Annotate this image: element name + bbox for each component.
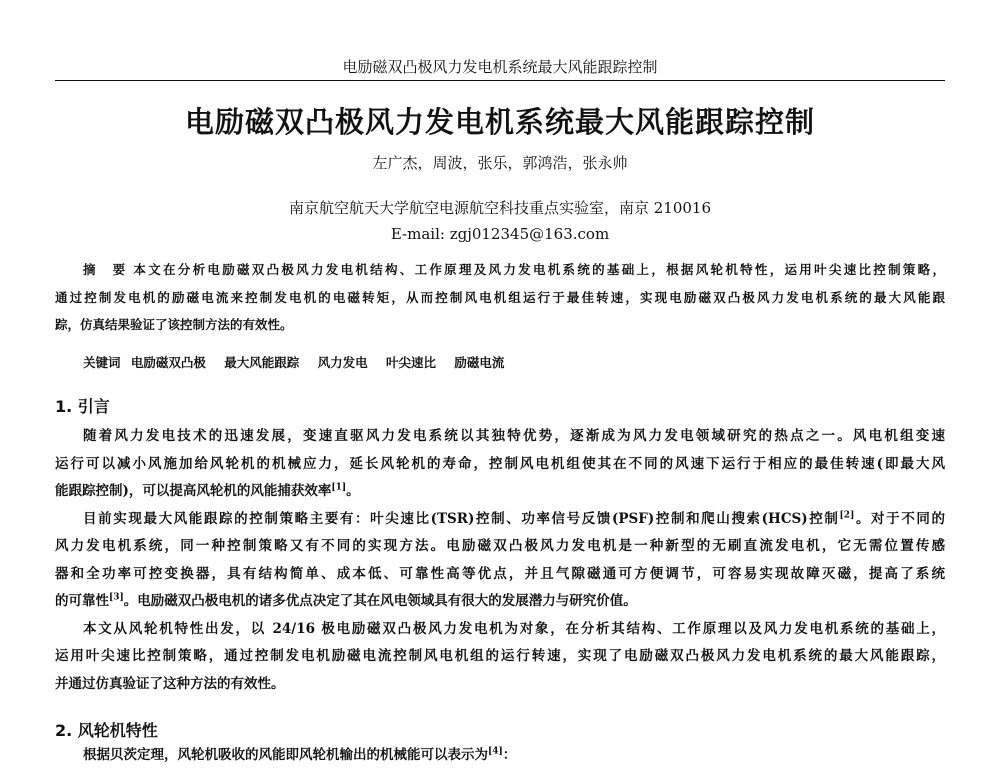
abstract-line: 通过控制发电机的励磁电流来控制发电机的电磁转矩，从而控制风电机组运行于最佳转速，实现电励磁双凸极风力发电机系统的最大风能跟	[55, 289, 945, 305]
paragraph-line: 目前实现最大风能跟踪的控制策略主要有：叶尖速比(TSR)控制、功率信号反馈(PSF)控制和爬山搜索(HCS)控制	[83, 510, 840, 527]
keyword: 最大风能跟踪	[224, 355, 300, 370]
section-heading-wind-turbine: 2. 风轮机特性	[55, 721, 158, 740]
keywords	[55, 349, 945, 377]
paragraph-line: 器和全功率可控变换器，具有结构简单、成本低、可靠性高等优点，并且气隙磁通可方便调节，可容易实现故障灭磁，提高了系统	[55, 565, 945, 582]
citation[interactable]: [3]	[109, 592, 124, 603]
paragraph-line: 本文从风轮机特性出发，以 24/16 极电励磁双凸极风力发电机为对象，在分析其结构、工作原理以及风力发电机系统的基础上，	[83, 620, 945, 637]
header-rule	[55, 80, 945, 81]
affiliation: 南京航空航天大学航空电源航空科技重点实验室，南京 210016	[288, 199, 712, 217]
citation[interactable]: [4]	[488, 746, 503, 757]
introduction-body	[55, 423, 945, 698]
paragraph-line: 运用叶尖速比控制策略，通过控制发电机励磁电流控制风电机组的运行转速，实现了电励磁双凸极风力发电机系统的最大风能跟踪，	[55, 648, 945, 664]
authors: 左广杰，周波，张乐，郭鸿浩，张永帅	[372, 154, 628, 172]
citation[interactable]: [1]	[331, 482, 347, 493]
paragraph-line: 随着风力发电技术的迅速发展，变速直驱风力发电系统以其独特优势，逐渐成为风力发电领域研究的热点之一。风电机组变速	[83, 428, 945, 444]
paragraph-line: 根据贝茨定理，风轮机吸收的风能即风轮机输出的机械能可以表示为	[83, 747, 488, 763]
email: E-mail: zgj012345@163.com	[390, 225, 610, 243]
paragraph-text: 。对于不同的	[854, 510, 945, 527]
keyword: 风力发电	[317, 355, 368, 370]
running-head: 电励磁双凸极风力发电机系统最大风能跟踪控制	[342, 58, 658, 76]
punctuation: ：	[502, 747, 517, 763]
section-heading-introduction: 1. 引言	[55, 397, 110, 416]
paragraph-text: 。电励磁双凸极电机的诸多优点决定了其在风电领域具有很大的发展潜力与研究价值。	[123, 593, 637, 609]
abstract-label: 摘 要	[83, 262, 128, 277]
punctuation: 。	[346, 483, 360, 499]
paragraph-line: 运行可以减小风施加给风轮机的机械应力，延长风轮机的寿命，控制风电机组使其在不同的风速下运行于相应的最佳转速(即最大风	[55, 455, 945, 472]
abstract	[55, 256, 945, 339]
keywords-label: 关键词	[83, 355, 121, 370]
keyword: 电励磁双凸极	[130, 355, 206, 370]
citation[interactable]: [2]	[839, 510, 855, 520]
keyword: 励磁电流	[454, 355, 505, 370]
paragraph-line: 风力发电机系统，同一种控制策略又有不同的实现方法。电励磁双凸极风力发电机是一种新型的无刷直流发电机，它无需位置传感	[55, 538, 945, 554]
paper-title: 电励磁双凸极风力发电机系统最大风能跟踪控制	[184, 105, 815, 139]
paragraph-line: 并通过仿真验证了这种方法的有效性。	[55, 675, 285, 692]
abstract-line: 本文在分析电励磁双凸极风力发电机结构、工作原理及风力发电机系统的基础上，根据风轮机特性，运用叶尖速比控制策略，	[133, 262, 945, 277]
keyword: 叶尖速比	[386, 355, 437, 370]
paragraph-line: 的可靠性	[55, 593, 109, 609]
abstract-line: 踪，仿真结果验证了该控制方法的有效性。	[55, 317, 293, 332]
paragraph-line: 能跟踪控制)，可以提高风轮机的风能捕获效率	[55, 483, 332, 499]
section2-body	[55, 742, 945, 770]
